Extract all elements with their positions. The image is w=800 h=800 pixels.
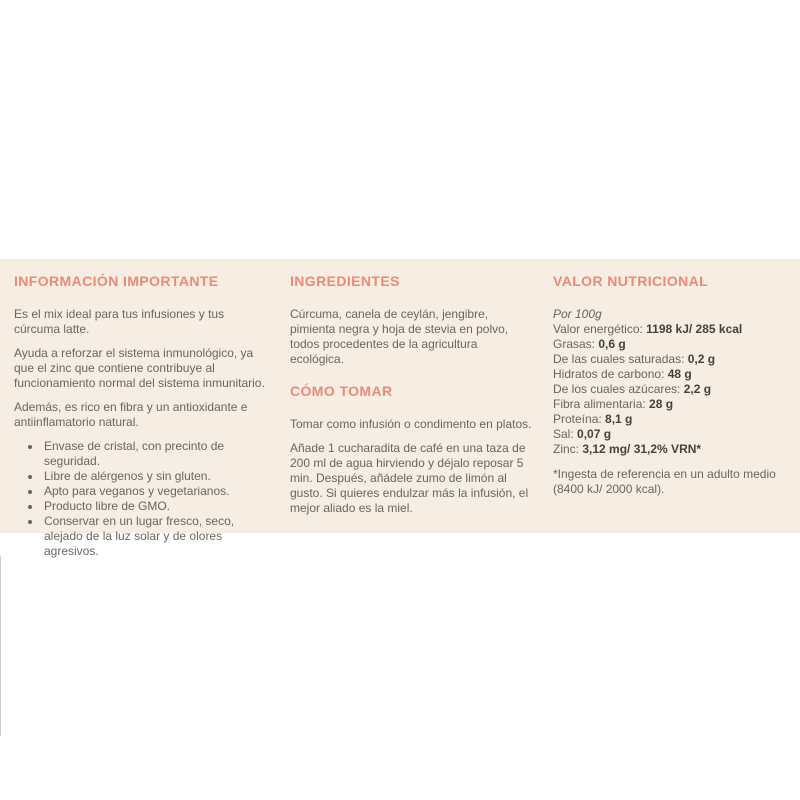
nutrition-row [553,427,796,442]
bullet-item: • Conservar en un lugar fresco, seco, alejado de la luz solar y de olores agresivos. [42,514,269,559]
bullet-item: • Libre de alérgenos y sin gluten. [42,469,269,484]
nutrition-row [553,367,796,382]
bullet-item: • Producto libre de GMO. [42,499,269,514]
nutrition-label: Grasas: [553,337,599,351]
bullet-item: • Apto para veganos y vegetarianos. [42,484,269,499]
nutrition-title: VALOR NUTRICIONAL [553,273,709,289]
how-to-take-paragraph: Tomar como infusión o condimento en platos. [290,417,532,431]
important-info-paragraph: Además, es rico en fibra y un antioxidante e antiinflamatorio natural. [14,400,248,429]
column-ingredients-howto [290,259,533,525]
nutrition-label: Proteína: [553,412,606,426]
how-to-take-paragraph: Añade 1 cucharadita de café en una taza de 200 ml de agua hirviendo y déjalo reposar 5 min. Después, añádele zumo de limón al gusto. Si quieres endulzar más la infusión, el mejor aliado es la miel. [290,441,529,515]
nutrition-label: Hidratos de carbono: [553,367,668,381]
nutrition-value: 0,07 g [577,427,612,441]
nutrition-label: Valor energético: [553,322,647,336]
nutrition-label: Fibra alimentaria: [553,397,650,411]
important-info-bullet-list [30,439,269,559]
important-info-title: INFORMACIÓN IMPORTANTE [14,273,219,289]
nutrition-label: Zinc: [553,442,583,456]
product-details-band [0,259,800,558]
nutrition-value: 48 g [667,367,692,381]
nutrition-value: 3,12 mg/ 31,2% VRN* [582,442,702,456]
bullet-item: • Envase de cristal, con precinto de seguridad. [42,439,269,469]
nutrition-value: 1198 kJ/ 285 kcal [646,322,743,336]
nutrition-value: 8,1 g [605,412,633,426]
nutrition-row [553,322,796,337]
important-info-paragraph: Ayuda a reforzar el sistema inmunológico, ya que el zinc que contiene contribuye al funcionamiento normal del sistema inmunitario. [14,346,265,390]
nutrition-row [553,337,796,352]
nutrition-value: 2,2 g [683,382,712,396]
ingredients-title: INGREDIENTES [290,273,400,289]
nutrition-row [553,382,796,397]
column-important-info [14,259,269,559]
serving-size-note: Por 100g [553,307,602,321]
nutrition-label: Sal: [553,427,578,441]
nutrition-value: 0,6 g [598,337,626,351]
nutrition-value: 28 g [649,397,674,411]
nutrition-row [553,442,796,457]
how-to-take-title: CÓMO TOMAR [290,383,393,399]
page-edge-artifact [0,556,1,736]
reference-intake-footnote: *Ingesta de referencia en un adulto medio (8400 kJ/ 2000 kcal). [553,467,776,496]
nutrition-value: 0,2 g [687,352,716,366]
ingredients-paragraph: Cúrcuma, canela de ceylán, jengibre, pimienta negra y hoja de stevia en polvo, todos procedentes de la agricultura ecológica. [290,307,509,366]
column-nutrition [553,259,796,497]
important-info-paragraph: Es el mix ideal para tus infusiones y tus cúrcuma latte. [14,307,225,336]
nutrition-row [553,352,796,367]
nutrition-label: De los cuales azúcares: [553,382,684,396]
nutrition-label: De las cuales saturadas: [553,352,688,366]
nutrition-row [553,397,796,412]
nutrition-row [553,412,796,427]
